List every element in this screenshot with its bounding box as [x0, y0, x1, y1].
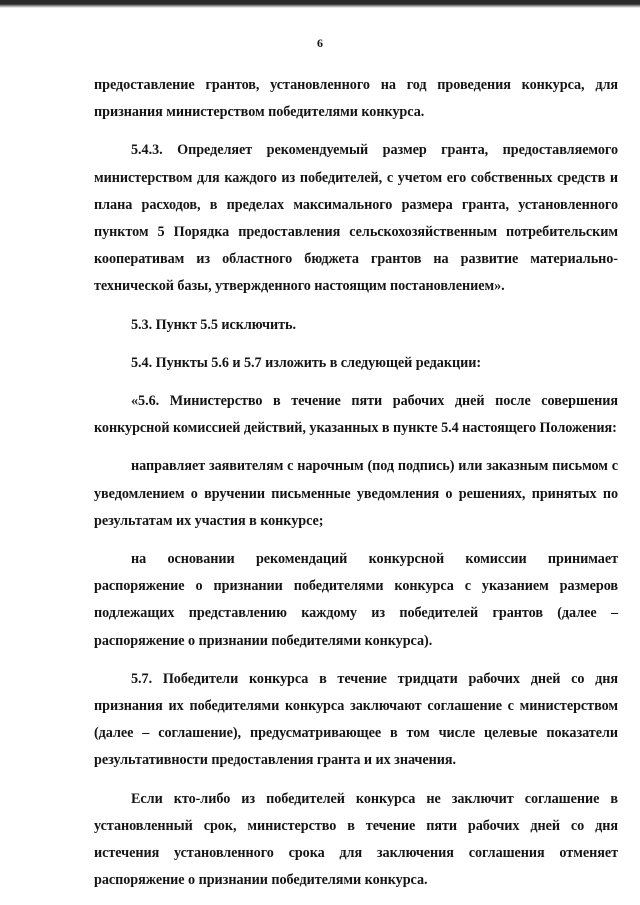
- paragraph-5-3: 5.3. Пункт 5.5 исключить.: [131, 316, 296, 333]
- paragraph-continuation: предоставление грантов, установленного на год проведения конкурса, для признания министерством победителями конкурса.: [94, 77, 618, 121]
- paragraph-5-4: 5.4. Пункты 5.6 и 5.7 изложить в следующей редакции:: [131, 354, 482, 371]
- page-number: 6: [317, 36, 323, 50]
- paragraph-5-4-3: 5.4.3. Определяет рекомендуемый размер гранта, предоставляемого министерством для каждого из победителей, с учетом его собственных средств и плана расходов, в пределах максимального размера гранта, установленного пунктом 5 Порядка предоставления сельскохозяйственным потребительским кооперативам из областного бюджета грантов на развитие материально-технической базы, утвержденного настоящим постановлением».: [94, 142, 618, 295]
- document-body: [94, 72, 618, 894]
- paragraph-notification: направляет заявителям с нарочным (под подпись) или заказным письмом с уведомлением о вручении письменные уведомления о решениях, принятых по результатам их участия в конкурсе;: [94, 458, 618, 529]
- paragraph-5-6: «5.6. Министерство в течение пяти рабочих дней после совершения конкурсной комиссией действий, указанных в пункте 5.4 настоящего Положения:: [94, 393, 618, 437]
- paragraph-order: на основании рекомендаций конкурсной комиссии принимает распоряжение о признании победителями конкурса с указанием размеров подлежащих представлению каждому из победителей грантов (далее – распоряжение о признании победителями конкурса).: [94, 551, 618, 649]
- scan-top-edge: [0, 0, 640, 8]
- paragraph-5-7: 5.7. Победители конкурса в течение тридцати рабочих дней со дня признания их победителями конкурса заключают соглашение с министерством (далее – соглашение), предусматривающее в том числе целевые показатели результативности предоставления гранта и их значения.: [94, 670, 618, 769]
- paragraph-cancellation: Если кто-либо из победителей конкурса не заключит соглашение в установленный срок, министерство в течение пяти рабочих дней со дня истечения установленного срока для заключения соглашения отменяет распоряжение о признании победителями конкурса.: [94, 790, 618, 889]
